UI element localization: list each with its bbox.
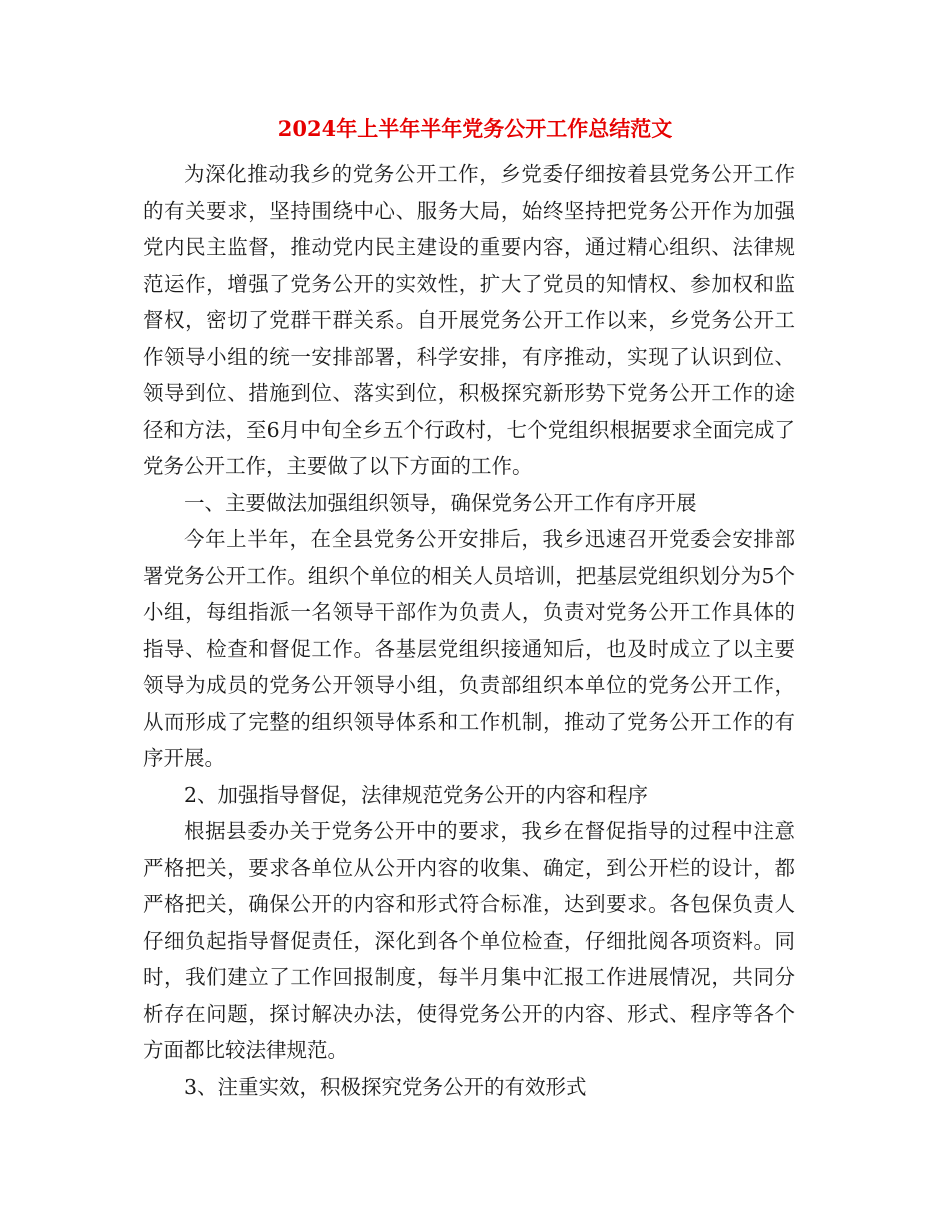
document-body (143, 156, 795, 1105)
paragraph-intro: 为深化推动我乡的党务公开工作，乡党委仔细按着县党务公开工作的有关要求，坚持围绕中心、服务大局，始终坚持把党务公开作为加强党内民主监督，推动党内民主建设的重要内容，通过精心组织、法律规范运作，增强了党务公开的实效性，扩大了党员的知情权、参加权和监督权，密切了党群干群关系。自开展党务公开工作以来，乡党务公开工作领导小组的统一安排部署，科学安排，有序推动，实现了认识到位、领导到位、措施到位、落实到位，积极探究新形势下党务公开工作的途径和方法，至6月中旬全乡五个行政村，七个党组织根据要求全面完成了党务公开工作，主要做了以下方面的工作。 (143, 162, 795, 478)
section-heading-3: 3、注重实效，积极探究党务公开的有效形式 (184, 1074, 587, 1099)
document-title: 2024年上半年半年党务公开工作总结范文 (277, 116, 673, 141)
paragraph-section-1: 今年上半年，在全县党务公开安排后，我乡迅速召开党委会安排部署党务公开工作。组织个单位的相关人员培训，把基层党组织划分为5个小组，每组指派一名领导干部作为负责人，负责对党务公开工作具体的指导、检查和督促工作。各基层党组织接通知后，也及时成立了以主要领导为成员的党务公开领导小组，负责部组织本单位的党务公开工作，从而形成了完整的组织领导体系和工作机制，推动了党务公开工作的有序开展。 (143, 527, 795, 770)
section-heading-2: 2、加强指导督促，法律规范党务公开的内容和程序 (184, 782, 649, 807)
paragraph-section-2: 根据县委办关于党务公开中的要求，我乡在督促指导的过程中注意严格把关，要求各单位从公开内容的收集、确定，到公开栏的设计，都严格把关，确保公开的内容和形式符合标准，达到要求。各包保负责人仔细负起指导督促责任，深化到各个单位检查，仔细批阅各项资料。同时，我们建立了工作回报制度，每半月集中汇报工作进展情况，共同分析存在问题，探讨解决办法，使得党务公开的内容、形式、程序等各个方面都比较法律规范。 (143, 819, 795, 1062)
section-heading-1: 一、主要做法加强组织领导，确保党务公开工作有序开展 (184, 490, 697, 515)
